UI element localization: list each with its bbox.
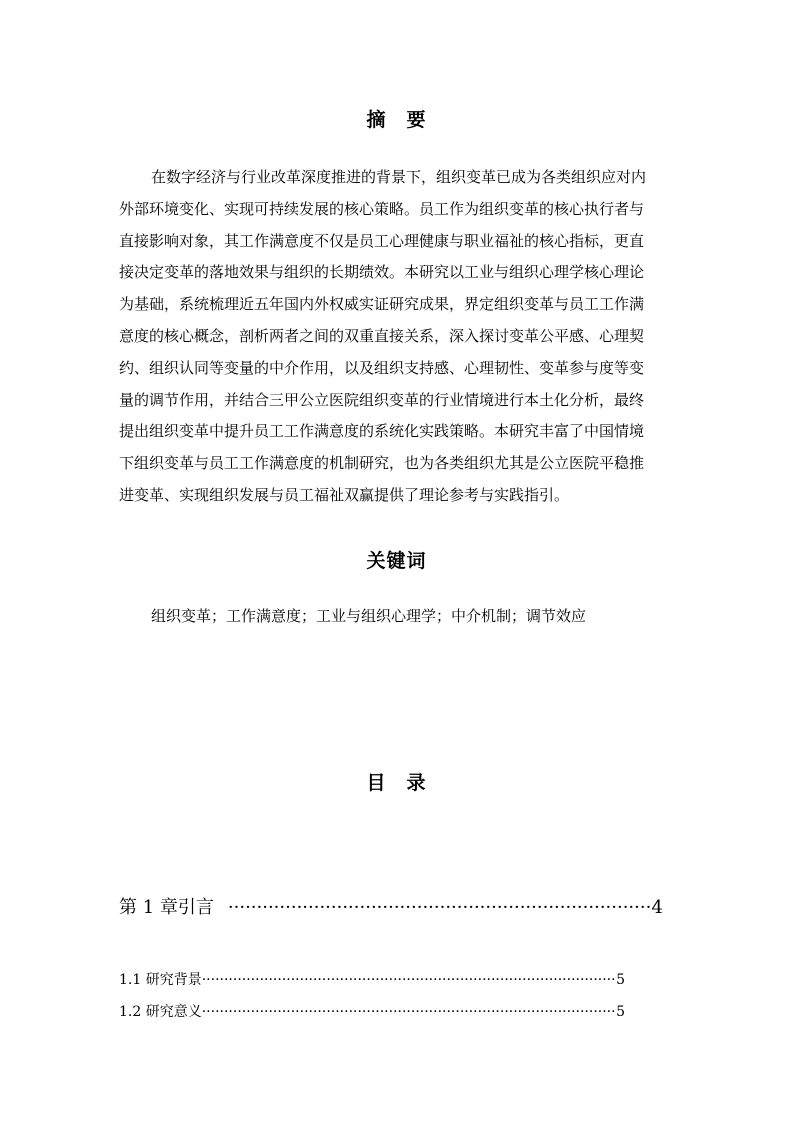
toc-leader-dots bbox=[228, 897, 652, 918]
keywords-heading: 关键词 bbox=[366, 550, 427, 572]
abstract-line: 接决定变革的落地效果与组织的长期绩效。本研究以工业与组织心理学核心理论 bbox=[119, 263, 645, 282]
abstract-line: 为基础，系统梳理近五年国内外权威实证研究成果，界定组织变革与员工工作满 bbox=[119, 295, 645, 314]
toc-entry-page: 5 bbox=[616, 1004, 625, 1020]
abstract-line: 直接影响对象，其工作满意度不仅是员工心理健康与职业福祉的核心指标，更直 bbox=[119, 231, 645, 250]
abstract-line: 意度的核心概念，剖析两者之间的双重直接关系，深入探讨变革公平感、心理契 bbox=[119, 326, 645, 345]
toc-entry-page: 5 bbox=[616, 972, 625, 988]
toc-entry-label: 1.1 研究背景 bbox=[119, 972, 202, 988]
abstract-line: 外部环境变化、实现可持续发展的核心策略。员工作为组织变革的核心执行者与 bbox=[119, 199, 645, 218]
abstract-heading: 摘 要 bbox=[366, 109, 427, 131]
toc-entry-1-2[interactable] bbox=[119, 1001, 625, 1021]
abstract-line: 在数字经济与行业改革深度推进的背景下，组织变革已成为各类组织应对内 bbox=[151, 168, 647, 186]
toc-entry-chapter-1[interactable] bbox=[119, 893, 663, 919]
toc-entry-label: 第 1 章引言 bbox=[119, 897, 214, 918]
toc-entry-1-1[interactable] bbox=[119, 969, 625, 989]
keywords-text: 组织变革；工作满意度；工业与组织心理学；中介机制；调节效应 bbox=[151, 607, 587, 625]
abstract-line: 下组织变革与员工工作满意度的机制研究，也为各类组织尤其是公立医院平稳推 bbox=[119, 454, 645, 473]
abstract-line: 量的调节作用，并结合三甲公立医院组织变革的行业情境进行本土化分析，最终 bbox=[119, 390, 645, 409]
toc-leader-dots bbox=[202, 1004, 616, 1020]
toc-leader-dots bbox=[202, 972, 616, 988]
abstract-line: 约、组织认同等变量的中介作用，以及组织支持感、心理韧性、变革参与度等变 bbox=[119, 358, 645, 377]
abstract-body bbox=[119, 162, 675, 512]
toc-heading: 目 录 bbox=[366, 772, 427, 794]
abstract-line: 提出组织变革中提升员工工作满意度的系统化实践策略。本研究丰富了中国情境 bbox=[119, 422, 645, 441]
abstract-line: 进变革、实现组织发展与员工福祉双赢提供了理论参考与实践指引。 bbox=[119, 485, 570, 504]
toc-entry-label: 1.2 研究意义 bbox=[119, 1004, 202, 1020]
toc-entry-page: 4 bbox=[651, 897, 663, 918]
